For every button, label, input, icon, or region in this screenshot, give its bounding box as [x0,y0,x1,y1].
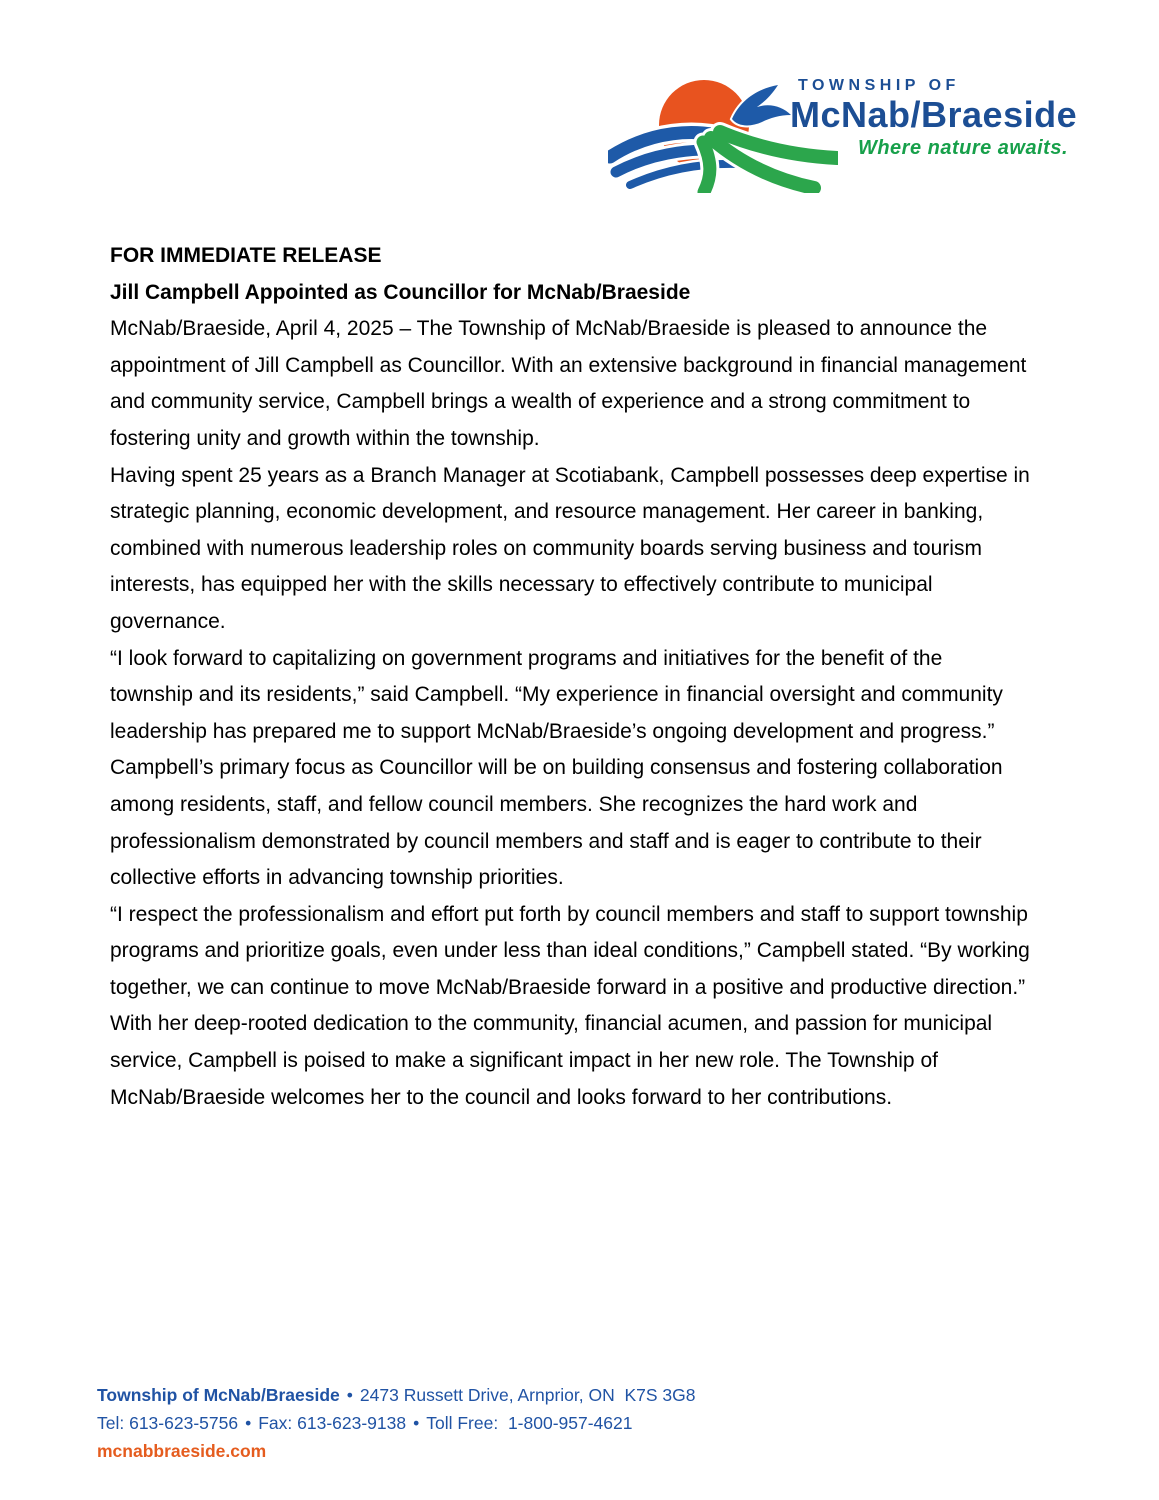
footer-fax: Fax: 613-623-9138 [258,1413,407,1433]
press-release-body [110,238,1030,1116]
bird-icon [732,85,791,125]
footer-phone-line [97,1409,997,1437]
logo-tagline-text: Where nature awaits. [857,137,1068,160]
footer [97,1381,997,1465]
release-headline: Jill Campbell Appointed as Councillor for McNab/Braeside [110,280,691,304]
logo-township-of-text: TOWNSHIP OF [798,77,960,94]
press-release-paragraph: Having spent 25 years as a Branch Manager at Scotiabank, Campbell possesses deep expertise in strategic planning, economic development, and resource management. Her career in banking, combined with numerous leadership roles on community boards serving business and tourism interests, has equipped her with the skills necessary to effectively contribute to municipal governance. [110,463,1030,633]
footer-address: 2473 Russett Drive, Arnprior, ON K7S 3G8 [359,1385,696,1405]
township-logo [608,73,1078,193]
press-release-paragraph: With her deep-rooted dedication to the community, financial acumen, and passion for municipal service, Campbell is poised to make a significant impact in her new role. The Township of McNab/Braeside welcomes her to the council and looks forward to her contributions. [110,1012,993,1109]
press-release-paragraph: “I respect the professionalism and effort put forth by council members and staff to support township programs and prioritize goals, even under less than ideal conditions,” Campbell stated. “By working together, we can continue to move McNab/Braeside forward in a positive and productive direction.” [110,902,1030,999]
footer-bullet: • [346,1385,353,1405]
footer-bullet: • [413,1413,420,1433]
logo-text-block [790,77,1078,160]
footer-bullet: • [245,1413,252,1433]
footer-address-line [97,1381,997,1409]
press-release-paragraph: Campbell’s primary focus as Councillor will be on building consensus and fostering collaboration among residents, staff, and fellow council members. She recognizes the hard work and professionalism demonstrated by council members and staff and is eager to contribute to their collective efforts in advancing township priorities. [110,756,1003,890]
press-release-paragraph: McNab/Braeside, April 4, 2025 – The Township of McNab/Braeside is pleased to announce the appointment of Jill Campbell as Councillor. With an extensive background in financial management and community service, Campbell brings a wealth of experience and a strong commitment to fostering unity and growth within the township. [110,317,1027,450]
footer-org: Township of McNab/Braeside [97,1385,340,1405]
release-label: FOR IMMEDIATE RELEASE [110,244,382,267]
footer-tel: Tel: 613-623-5756 [97,1413,239,1433]
footer-tollfree: Toll Free: 1-800-957-4621 [426,1413,633,1433]
logo-name-text: McNab/Braeside [790,93,1078,135]
press-release-paragraph: “I look forward to capitalizing on government programs and initiatives for the benefit of the township and its residents,” said Campbell. “My experience in financial oversight and community leadership has prepared me to support McNab/Braeside’s ongoing development and progress.” [110,646,1003,743]
footer-website: mcnabbraeside.com [97,1441,267,1461]
release-paragraphs [110,311,1030,1116]
